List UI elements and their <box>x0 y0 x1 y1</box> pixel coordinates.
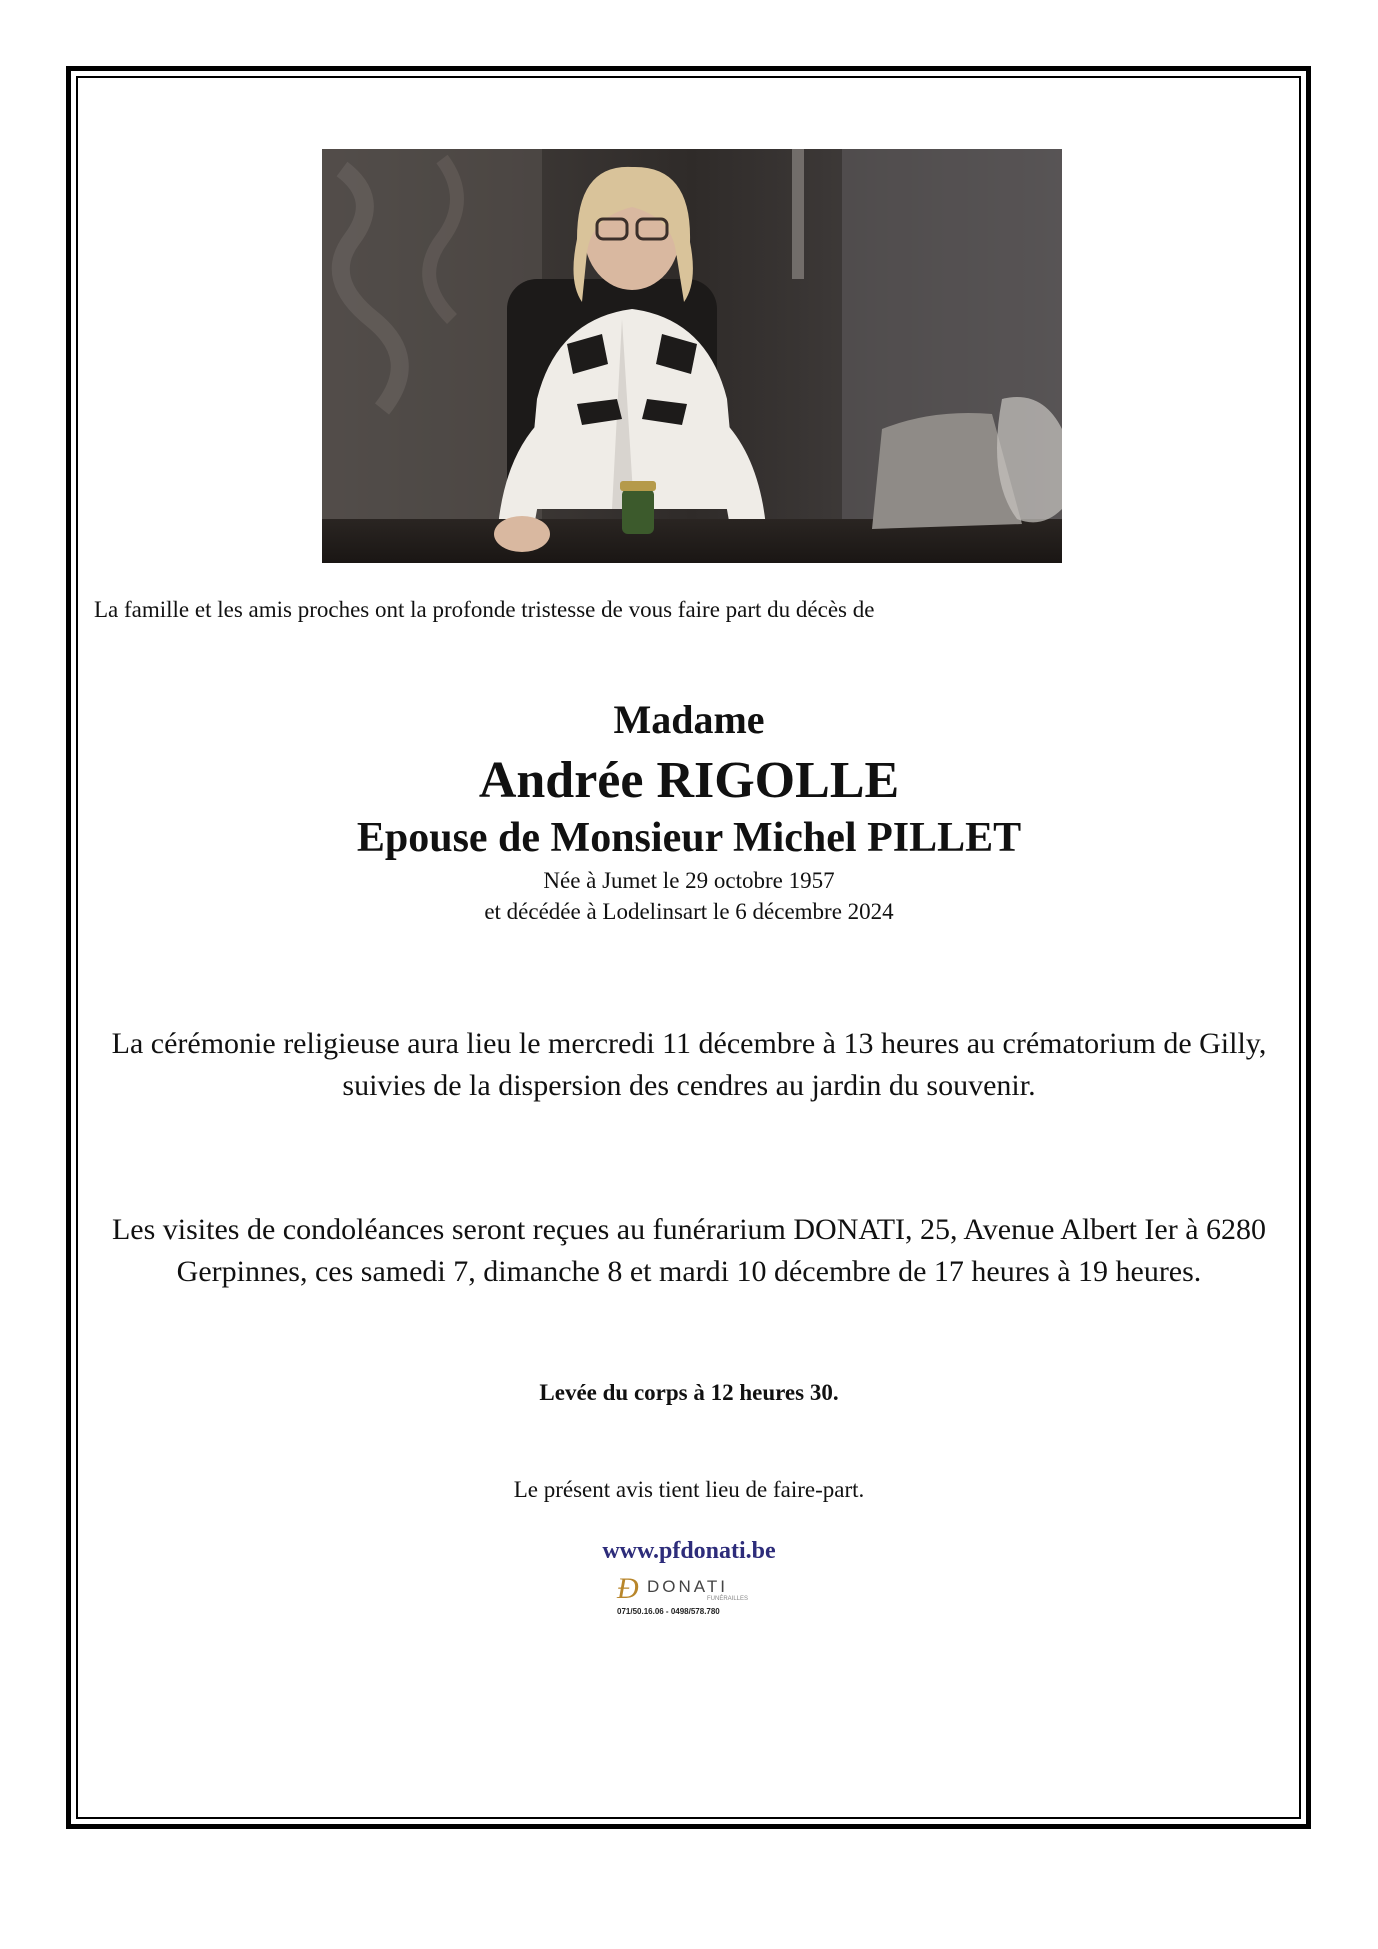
notice-line: Le présent avis tient lieu de faire-part. <box>513 1477 865 1502</box>
svg-text:Ð: Ð <box>617 1572 639 1605</box>
deceased-title: Madame <box>613 697 765 742</box>
intro-text: La famille et les amis proches ont la profonde tristesse de vous faire part du décès de <box>94 597 875 622</box>
logo-tagline: FUNÉRAILLES <box>707 1596 749 1602</box>
levee-line: Levée du corps à 12 heures 30. <box>539 1380 839 1405</box>
website-link[interactable]: www.pfdonati.be <box>602 1538 776 1564</box>
birth-line: Née à Jumet le 29 octobre 1957 <box>543 868 835 893</box>
logo-brand: DONATI <box>647 1577 728 1596</box>
death-line: et décédée à Lodelinsart le 6 décembre 2024 <box>484 899 894 924</box>
ceremony-paragraph: La cérémonie religieuse aura lieu le mercredi 11 décembre à 13 heures au crématorium de Gilly, suivies de la dispersion des cendres au jardin du souvenir. <box>111 1027 1267 1102</box>
logo-phones: 071/50.16.06 - 0498/578.780 <box>617 1607 720 1616</box>
deceased-name: Andrée RIGOLLE <box>478 752 900 809</box>
visits-paragraph: Les visites de condoléances seront reçues au funérarium DONATI, 25, Avenue Albert Ier à 6280 Gerpinnes, ces samedi 7, dimanche 8 et mardi 10 décembre de 17 heures à 19 heures. <box>111 1213 1267 1288</box>
portrait-photo <box>322 149 1062 563</box>
donati-logo <box>611 1570 771 1620</box>
spouse-line: Epouse de Monsieur Michel PILLET <box>356 815 1022 861</box>
